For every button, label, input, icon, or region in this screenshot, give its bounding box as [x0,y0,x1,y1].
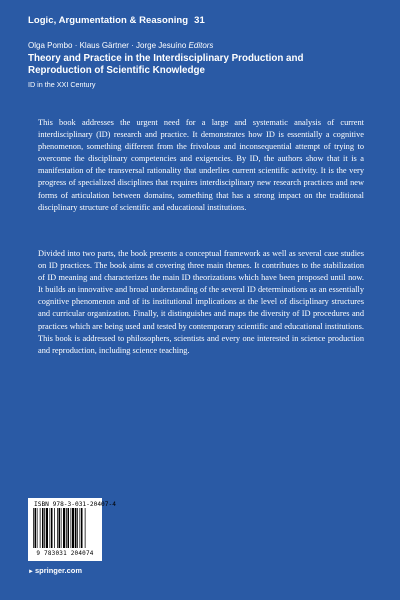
series-name: Logic, Argumentation & Reasoning [28,15,189,26]
barcode-bars-icon [28,508,102,550]
barcode-digits: 9 783031 204074 [36,550,94,557]
editor-names: Olga Pombo · Klaus Gärtner · Jorge Jesuíno [28,41,187,50]
isbn-barcode [28,498,116,561]
book-title: Theory and Practice in the Interdisciplinary Production and Reproduction of Scientific Knowledge [28,53,304,76]
book-subtitle: ID in the XXI Century [28,80,96,89]
publisher-url: springer.com [34,566,83,575]
description-paragraph-2: Divided into two parts, the book presents a conceptual framework as well as several case studies on ID practices. The book aims at covering three main themes. It contributes to the stabilization of ID meaning and characterizes the main ID theorizations which have been proposed until now. It builds an innovative and broad understanding of the several ID determinations as an essentially cognitive phenomenon and of its institutional implications at the level of disciplinary structures and curricular organization. Finally, it distinguishes and maps the diversity of ID procedures and practices which are being used and tested by contemporary scientific and educational institutions. This book is addressed to philosophers, scientists and every one interested in science production and reproduction, including science teaching. [38,249,364,355]
description-paragraph-1: This book addresses the urgent need for a large and systematic analysis of current interdisciplinary (ID) research and practice. It demonstrates how ID is essentially a cognitive phenomenon, something different from the frivolous and inconsequential attempt of trying to overcome the disciplinary competencies and exigencies. By ID, the authors show that it is a manifestation of the transversal rationality that underlies current scientific activity. It is the very progress of specialized disciplines that requires interdisciplinary new research practices and new forms of articulation between domains, something that has a strong impact on the traditional disciplinary structure of scientific and educational institutions. [38,118,364,212]
editors-role: Editors [188,41,214,50]
series-heading [28,15,205,26]
series-number: 31 [194,15,205,26]
arrow-icon: ► [28,569,34,575]
isbn-label: ISBN 978-3-031-20407-4 [34,501,116,508]
publisher-link[interactable] [28,566,82,575]
editors-line [28,41,213,50]
